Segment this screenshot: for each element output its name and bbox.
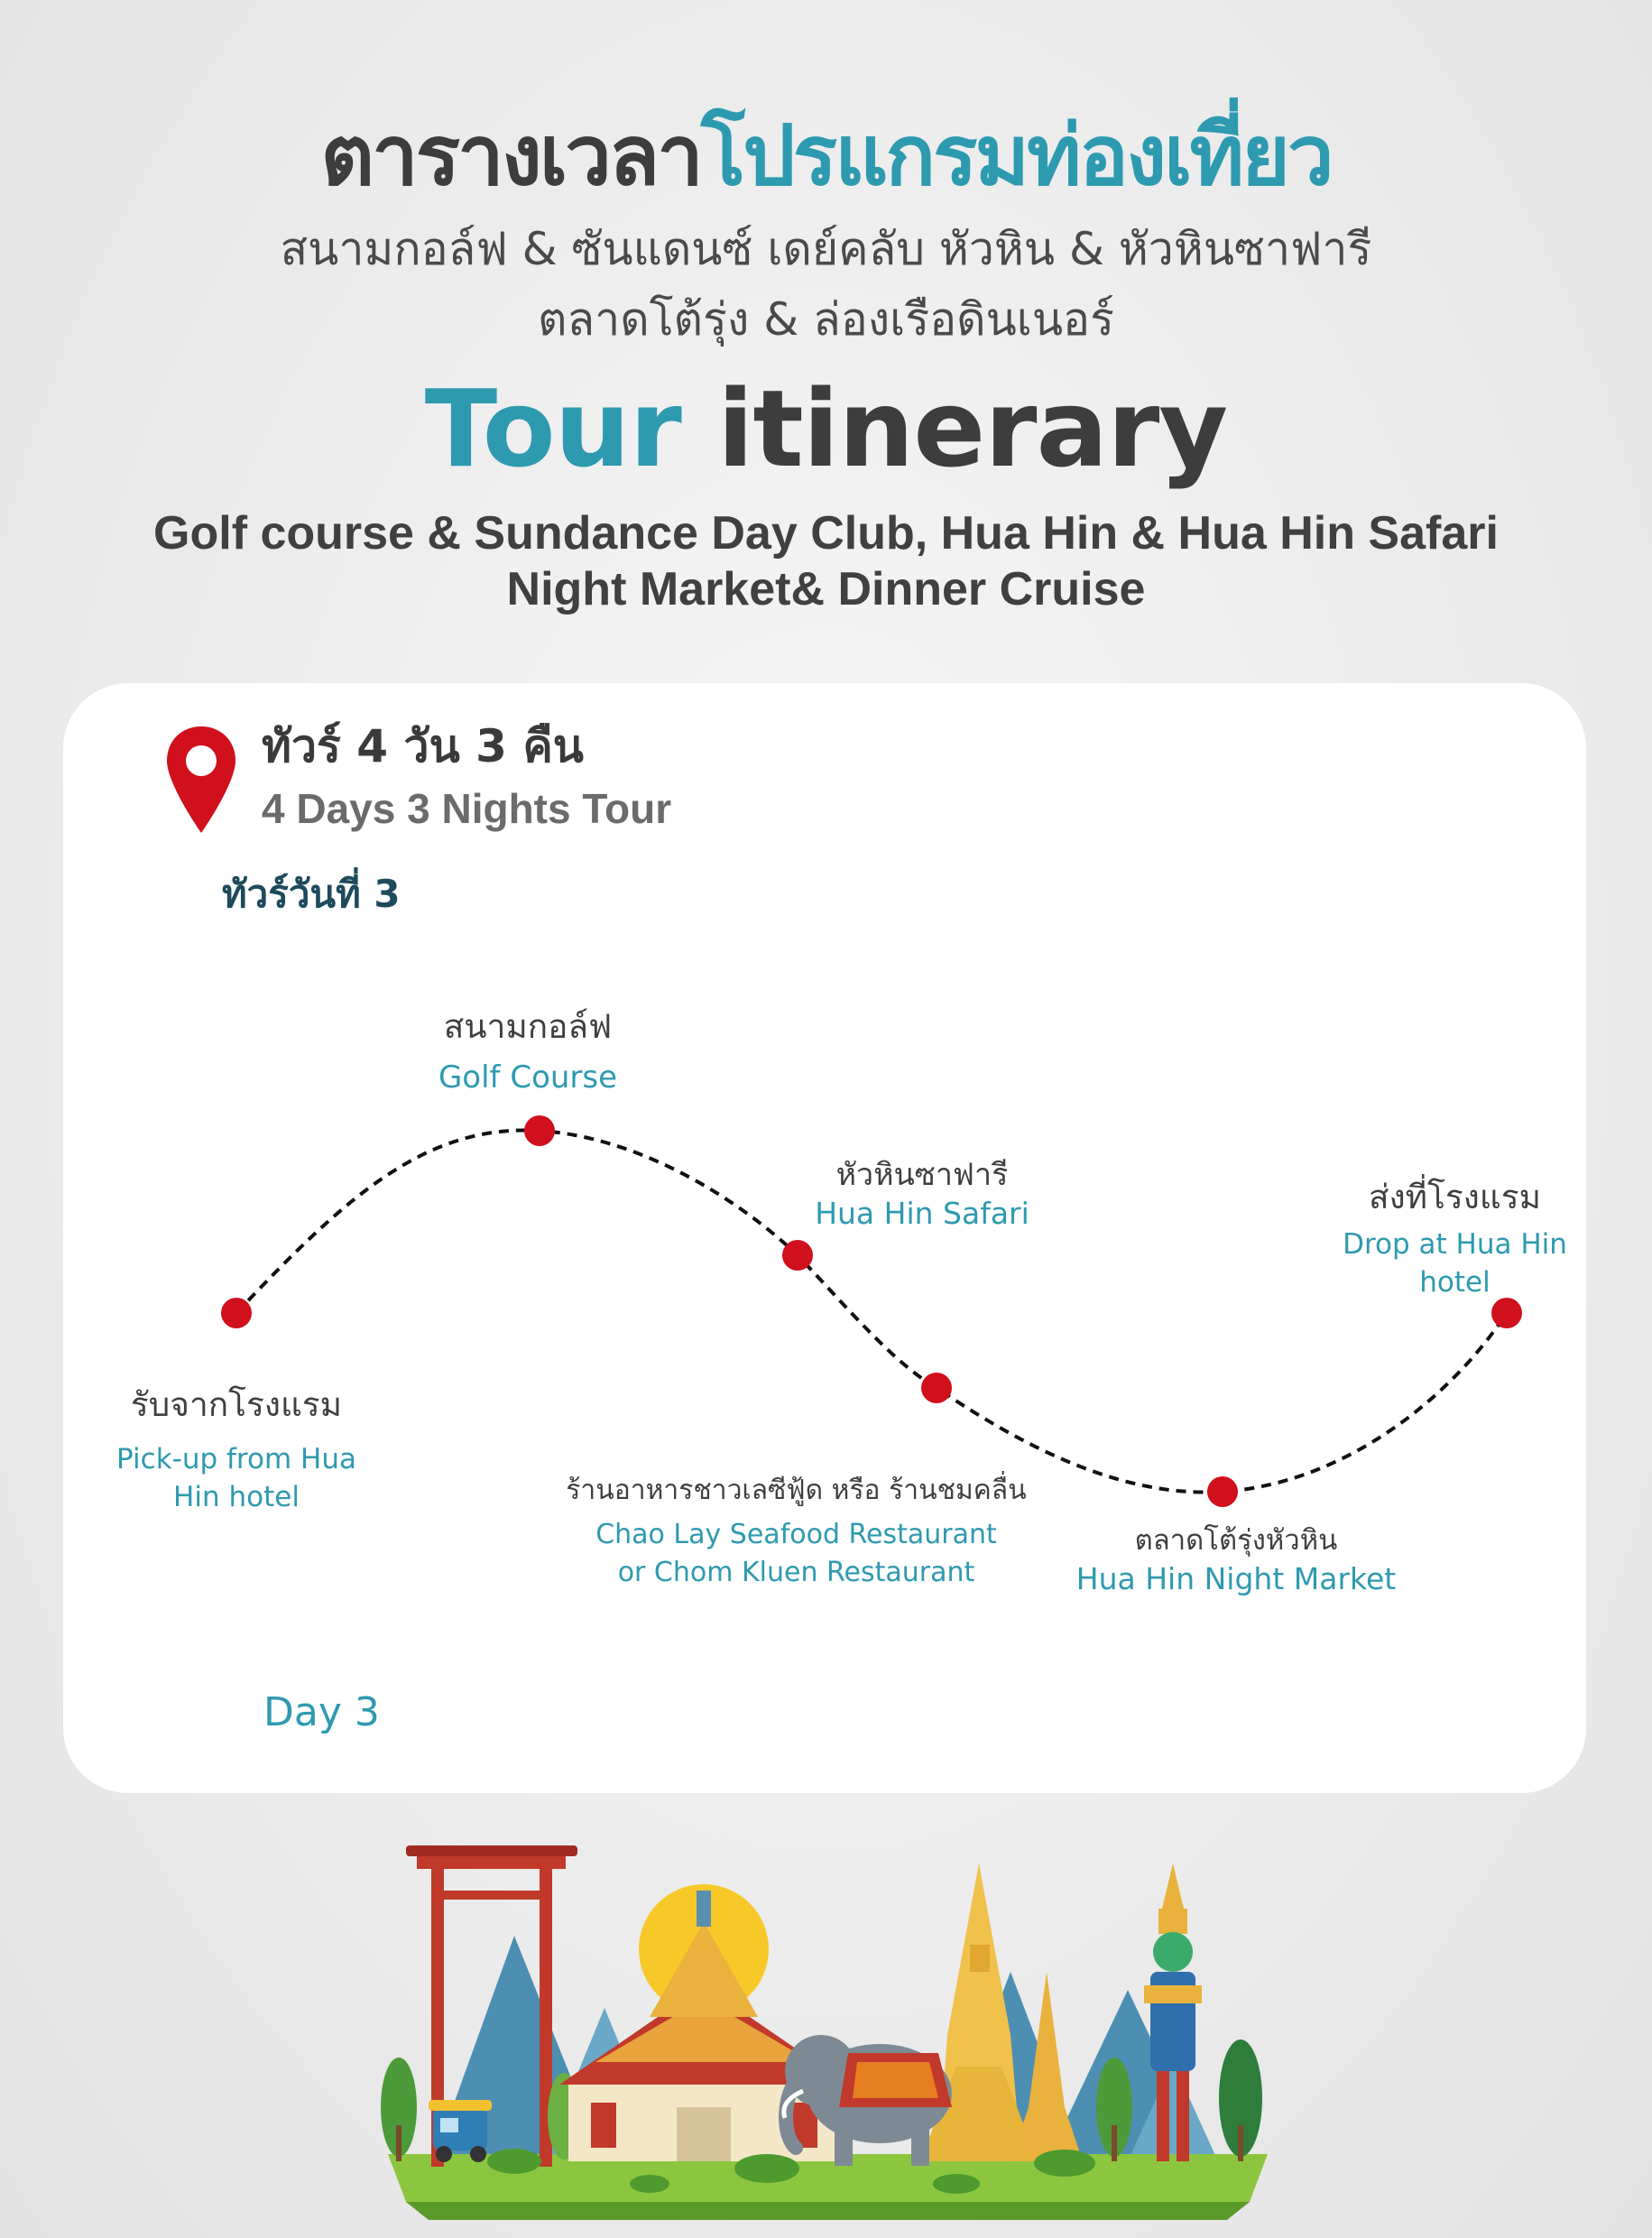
stop-safari — [787, 1155, 1057, 1233]
stop-night-market-en: Hua Hin Night Market — [1075, 1561, 1397, 1596]
stop-golf — [388, 1004, 668, 1096]
stop-golf-th: สนามกอล์ฟ — [443, 1007, 613, 1046]
stop-marker-restaurant — [921, 1373, 952, 1403]
stop-dropoff — [1335, 1175, 1574, 1301]
stop-safari-en: Hua Hin Safari — [815, 1196, 1029, 1231]
stop-restaurant — [550, 1471, 1042, 1592]
stop-golf-en: Golf Course — [438, 1059, 618, 1096]
stop-restaurant-th: ร้านอาหารชาวเลซีฟู้ด หรือ ร้านชมคลื่น — [566, 1475, 1027, 1506]
stop-pickup-en-2: Hin hotel — [173, 1481, 300, 1513]
stop-dropoff-th: ส่งที่โรงแรม — [1369, 1178, 1541, 1216]
stop-marker-safari — [782, 1240, 813, 1271]
title-thai-dark: ตารางเวลา — [320, 107, 701, 204]
stop-pickup — [83, 1383, 390, 1516]
tour-duration-thai: ทัวร์ 4 วัน 3 คืน — [262, 720, 584, 772]
stop-dropoff-en-2: hotel — [1419, 1266, 1490, 1299]
stop-marker-golf — [524, 1115, 555, 1146]
stop-dropoff-en-1: Drop at Hua Hin — [1343, 1228, 1567, 1261]
stop-marker-dropoff — [1491, 1298, 1522, 1328]
stop-restaurant-en-1: Chao Lay Seafood Restaurant — [595, 1519, 997, 1550]
day-label-english: Day 3 — [263, 1689, 380, 1735]
subtitle-thai-line1: สนามกอล์ฟ & ซันแดนซ์ เดย์คลับ หัวหิน & หัวหินซาฟารี — [280, 223, 1372, 275]
stop-safari-th: หัวหินซาฟารี — [835, 1157, 1009, 1193]
subtitle-english-line1: Golf course & Sundance Day Club, Hua Hin & Hua Hin Safari — [153, 507, 1499, 560]
stop-pickup-en-1: Pick-up from Hua — [116, 1443, 356, 1475]
title-en-dark: itinerary — [716, 366, 1228, 491]
stop-night-market-th: ตลาดโต้รุ่งหัวหิน — [1134, 1524, 1338, 1557]
title-thai-teal: โปรแกรมท่องเที่ยว — [700, 107, 1332, 204]
tour-duration-english: 4 Days 3 Nights Tour — [262, 785, 672, 832]
stop-night-market — [1065, 1521, 1407, 1598]
stop-pickup-th: รับจากโรงแรม — [130, 1385, 343, 1424]
stop-restaurant-en-2: or Chom Kluen Restaurant — [617, 1557, 975, 1588]
thailand-landmarks-illustration — [379, 1836, 1272, 2224]
pagoda-icon — [920, 1863, 1083, 2161]
day-label-thai: ทัวร์วันที่ 3 — [222, 872, 401, 916]
title-en-teal: Tour — [424, 366, 681, 491]
stop-marker-night-market — [1207, 1476, 1238, 1507]
subtitle-english-line2: Night Market& Dinner Cruise — [506, 563, 1146, 615]
subtitle-thai-line2: ตลาดโต้รุ่ง & ล่องเรือดินเนอร์ — [538, 293, 1114, 346]
stop-marker-pickup — [221, 1298, 252, 1328]
